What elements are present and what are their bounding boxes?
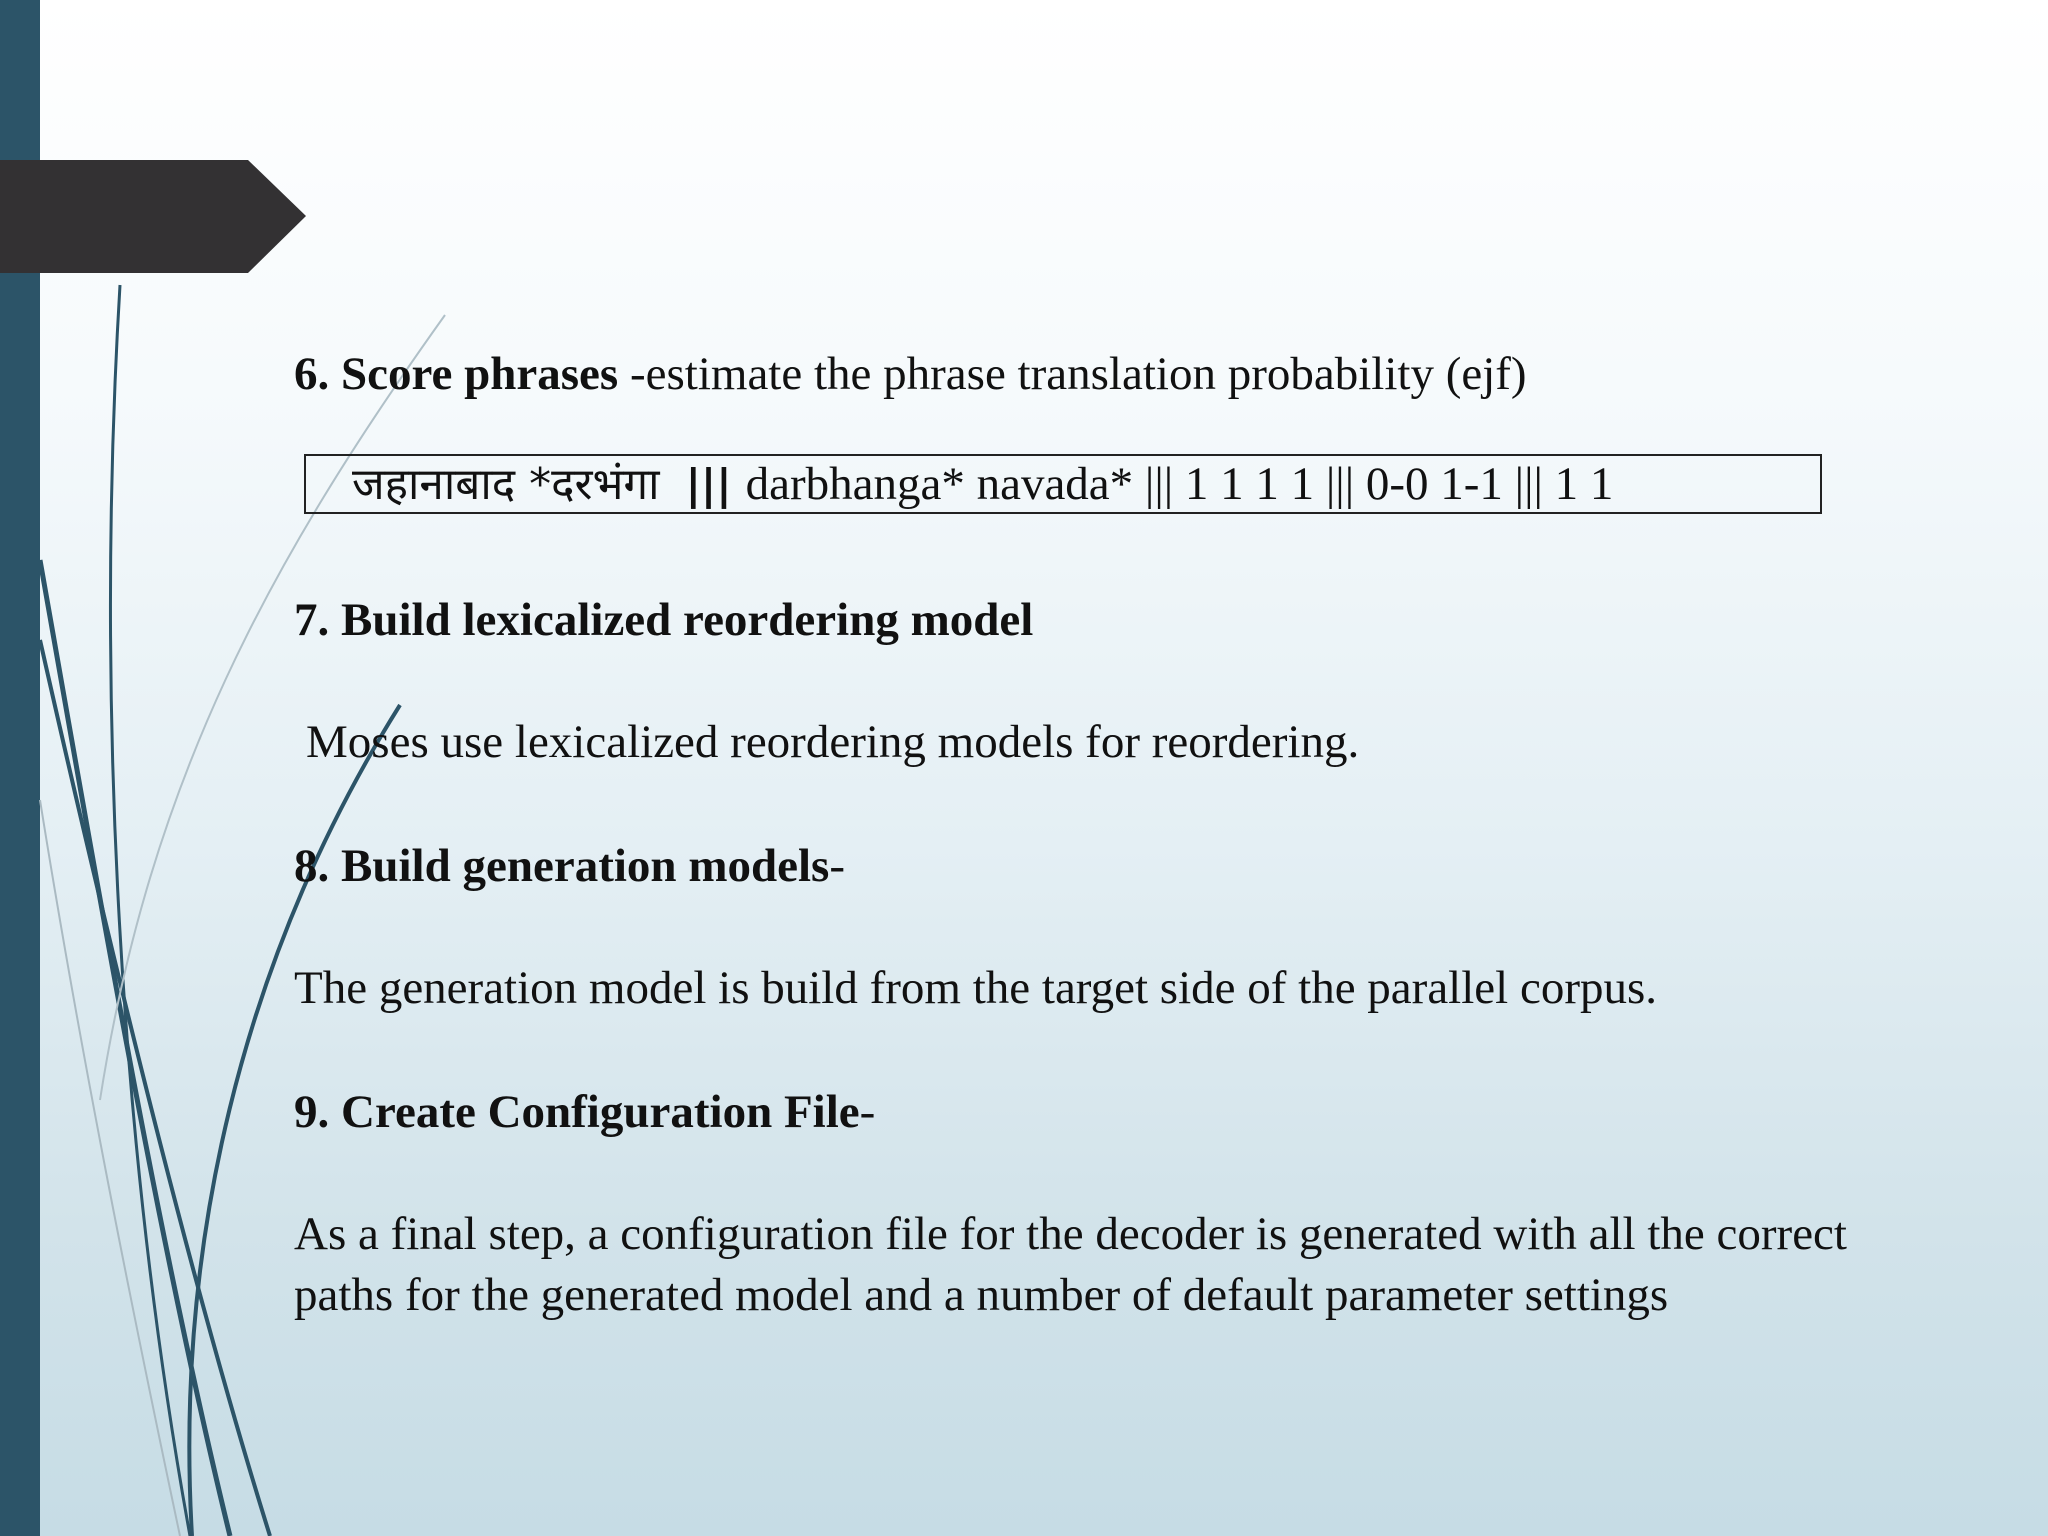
step6-line xyxy=(294,344,1527,404)
step9-text: As a final step, a configuration file for the decoder is generated with all the correct paths for the generated model and a number of default parameter settings xyxy=(294,1208,1847,1321)
title-arrow-tab xyxy=(0,160,306,273)
step8-suffix: - xyxy=(829,840,845,892)
step6-text: -estimate the phrase translation probability (ejf) xyxy=(618,348,1527,400)
step9-suffix: - xyxy=(859,1086,876,1138)
step6-heading: 6. Score phrases xyxy=(294,348,619,400)
phrase-source: जहानाबाद *दरभंगा xyxy=(352,459,660,510)
step9-heading: 9. Create Configuration File xyxy=(294,1086,860,1138)
step8-text: The generation model is build from the target side of the parallel corpus. xyxy=(294,962,1658,1014)
phrase-separator: ||| xyxy=(685,460,732,509)
phrase-table-entry-box xyxy=(304,454,1822,514)
phrase-rest: darbhanga* navada* ||| 1 1 1 1 ||| 0-0 1-1 ||| 1 1 xyxy=(745,458,1614,510)
step9-line xyxy=(294,1082,875,1142)
step7-heading: 7. Build lexicalized reordering model xyxy=(294,594,1034,646)
step7-text: Moses use lexicalized reordering models for reordering. xyxy=(306,716,1360,768)
step8-heading: 8. Build generation models xyxy=(294,840,830,892)
step8-line xyxy=(294,836,845,896)
